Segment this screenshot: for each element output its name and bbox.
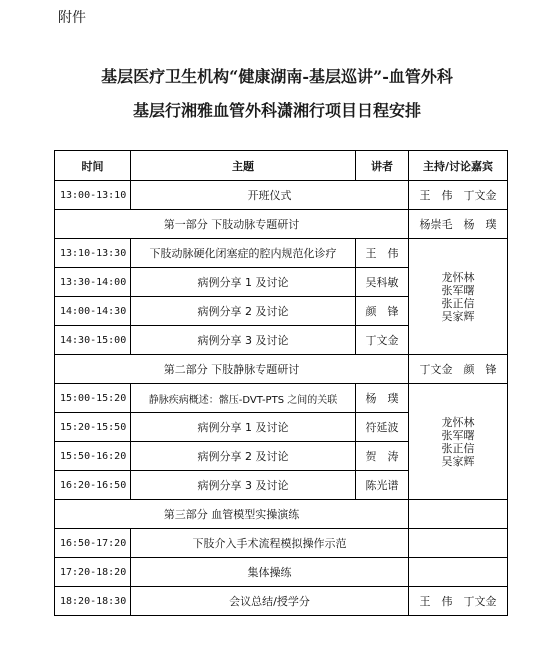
- header-row: [55, 151, 508, 181]
- section-title: 第一部分 下肢动脉专题研讨: [55, 210, 409, 239]
- speaker-cell: 符延波: [356, 413, 409, 442]
- time-cell: 18:20-18:30: [55, 587, 131, 616]
- discussant: 张正信: [441, 441, 475, 455]
- host-cell: [409, 558, 508, 587]
- section-row: [55, 500, 508, 529]
- time-cell: 13:10-13:30: [55, 239, 131, 268]
- host-cell: [409, 529, 508, 558]
- time-cell: 15:00-15:20: [55, 384, 131, 413]
- header-host: 主持/讨论嘉宾: [409, 151, 508, 181]
- time-cell: 13:00-13:10: [55, 181, 131, 210]
- discussants-cell: [409, 239, 508, 355]
- header-topic: 主题: [131, 151, 356, 181]
- time-cell: 13:30-14:00: [55, 268, 131, 297]
- table-row: [55, 558, 508, 587]
- header-time: 时间: [55, 151, 131, 181]
- host-cell: 王 伟 丁文金: [409, 587, 508, 616]
- table-row: [55, 587, 508, 616]
- topic-cell: 下肢动脉硬化闭塞症的腔内规范化诊疗: [131, 239, 356, 268]
- attachment-label: 附件: [58, 10, 86, 26]
- speaker-cell: 吴科敏: [356, 268, 409, 297]
- schedule-table: [54, 150, 508, 616]
- section-title: 第三部分 血管模型实操演练: [55, 500, 409, 529]
- time-cell: 14:00-14:30: [55, 297, 131, 326]
- section-row: [55, 210, 508, 239]
- section-title: 第二部分 下肢静脉专题研讨: [55, 355, 409, 384]
- speaker-cell: 杨 璞: [356, 384, 409, 413]
- speaker-cell: 陈光谱: [356, 471, 409, 500]
- topic-cell: 病例分享 3 及讨论: [131, 471, 356, 500]
- topic-cell: 会议总结/授学分: [131, 587, 409, 616]
- host-cell: [409, 500, 508, 529]
- topic-cell: 病例分享 2 及讨论: [131, 297, 356, 326]
- discussant: 龙怀林: [441, 270, 475, 284]
- discussant: 张军曙: [441, 283, 475, 297]
- time-cell: 14:30-15:00: [55, 326, 131, 355]
- topic-cell: 病例分享 2 及讨论: [131, 442, 356, 471]
- section-row: [55, 355, 508, 384]
- host-cell: 杨崇毛 杨 璞: [409, 210, 508, 239]
- table-row: [55, 181, 508, 210]
- topic-cell: 病例分享 1 及讨论: [131, 268, 356, 297]
- topic-cell: 病例分享 3 及讨论: [131, 326, 356, 355]
- discussant: 吴家辉: [441, 309, 475, 323]
- header-speaker: 讲者: [356, 151, 409, 181]
- discussant: 张正信: [441, 296, 475, 310]
- discussant: 张军曙: [441, 428, 475, 442]
- time-cell: 16:50-17:20: [55, 529, 131, 558]
- time-cell: 16:20-16:50: [55, 471, 131, 500]
- discussants-cell: [409, 384, 508, 500]
- time-cell: 15:20-15:50: [55, 413, 131, 442]
- topic-cell: 下肢介入手术流程模拟操作示范: [131, 529, 409, 558]
- document-title-line-1: 基层医疗卫生机构“健康湖南-基层巡讲”-血管外科: [101, 67, 453, 86]
- speaker-cell: 贺 涛: [356, 442, 409, 471]
- discussant: 龙怀林: [441, 415, 475, 429]
- table-row: [55, 529, 508, 558]
- host-cell: 王 伟 丁文金: [409, 181, 508, 210]
- discussant: 吴家辉: [441, 454, 475, 468]
- table-row: [55, 384, 508, 413]
- topic-cell: 病例分享 1 及讨论: [131, 413, 356, 442]
- time-cell: 15:50-16:20: [55, 442, 131, 471]
- speaker-cell: 丁文金: [356, 326, 409, 355]
- speaker-cell: 王 伟: [356, 239, 409, 268]
- time-cell: 17:20-18:20: [55, 558, 131, 587]
- host-cell: 丁文金 颜 锋: [409, 355, 508, 384]
- topic-cell: 静脉疾病概述：髂压-DVT-PTS 之间的关联: [131, 384, 356, 413]
- topic-cell: 集体操练: [131, 558, 409, 587]
- speaker-cell: 颜 锋: [356, 297, 409, 326]
- document-title-line-2: 基层行湘雅血管外科潇湘行项目日程安排: [132, 101, 421, 120]
- topic-cell: 开班仪式: [131, 181, 409, 210]
- table-row: [55, 239, 508, 268]
